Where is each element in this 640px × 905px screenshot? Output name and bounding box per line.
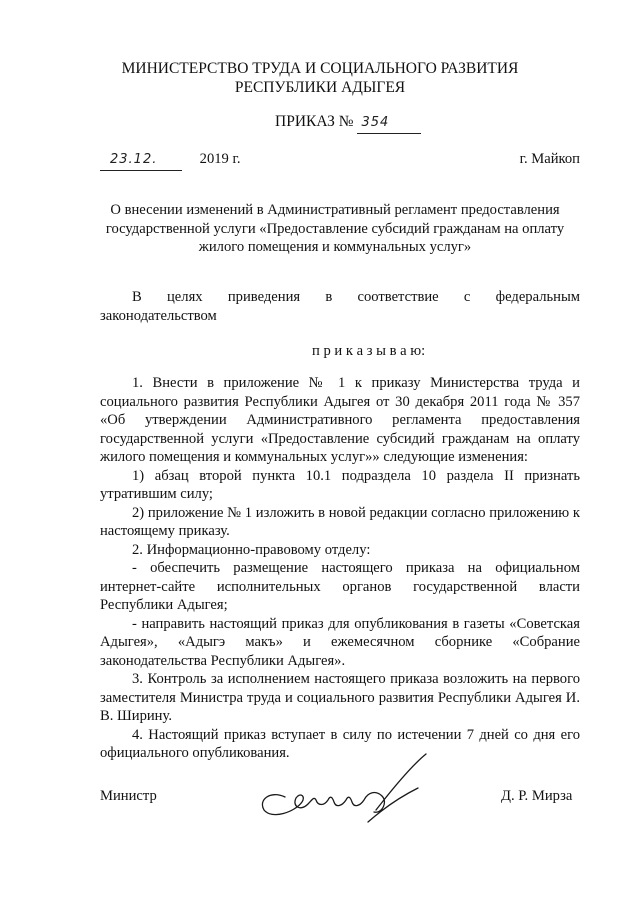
order-number: 354 — [357, 114, 421, 134]
item-2: 2. Информационно-правовому отделу: — [132, 541, 371, 558]
ministry-name-line1: МИНИСТЕРСТВО ТРУДА И СОЦИАЛЬНОГО РАЗВИТИЯ — [121, 60, 519, 77]
subject-line2: государственной услуги «Предоставление субсидий гражданам на оплату — [105, 220, 565, 237]
signature-image — [250, 752, 430, 827]
item-1-sub-2: 2) приложение № 1 изложить в новой редакции согласно приложению к настоящему приказу. — [100, 504, 580, 539]
order-label: ПРИКАЗ № — [275, 113, 354, 130]
item-4: 4. Настоящий приказ вступает в силу по истечении 7 дней со дня его официального опубликования. — [100, 726, 580, 761]
year-text: 2019 г. — [199, 151, 241, 167]
order-body — [100, 374, 580, 763]
subject-line1: О внесении изменений в Административный регламент предоставления — [110, 202, 560, 218]
date-line — [100, 150, 580, 171]
item-1: 1. Внести в приложение № 1 к приказу Министерства труда и социального развития Республики Адыгея от 30 декабря 2011 года № 357 «Об утверждении Административного регламента предоставления государственной услуги «Предоставление субсидий гражданам на оплату жилого помещения и коммунальных услуг»» следующие изменения: — [100, 375, 580, 465]
signature-position: Министр — [100, 788, 157, 804]
city-text: г. Майкоп — [519, 151, 580, 167]
item-3: 3. Контроль за исполнением настоящего приказа возложить на первого заместителя Министра труда и социального развития Республики Адыгея И. В. Ширину. — [100, 671, 580, 724]
ministry-header — [0, 60, 640, 97]
subject-line3: жилого помещения и коммунальных услуг» — [198, 239, 472, 255]
order-word: п р и к а з ы в а ю: — [312, 343, 426, 359]
order-title — [275, 113, 421, 134]
ministry-name-line2: РЕСПУБЛИКИ АДЫГЕЯ — [234, 78, 406, 96]
item-2-sub-1: - обеспечить размещение настоящего приказа на официальном интернет-сайте исполнительных органов государственной власти Республики Адыгея; — [100, 560, 580, 613]
signature-name: Д. Р. Мирза — [501, 788, 573, 804]
preamble: В целях приведения в соответствие с федеральным законодательством — [100, 289, 580, 324]
order-subject — [90, 201, 580, 257]
item-1-sub-1: 1) абзац второй пункта 10.1 подраздела 10 раздела II признать утратившим силу; — [100, 467, 580, 502]
item-2-sub-2: - направить настоящий приказ для опубликования в газеты «Советская Адыгея», «Адыгэ макъ» и ежемесячном сборнике «Собрание законодательства Республики Адыгея». — [100, 615, 580, 669]
handwritten-date: 23.12. — [100, 151, 182, 171]
